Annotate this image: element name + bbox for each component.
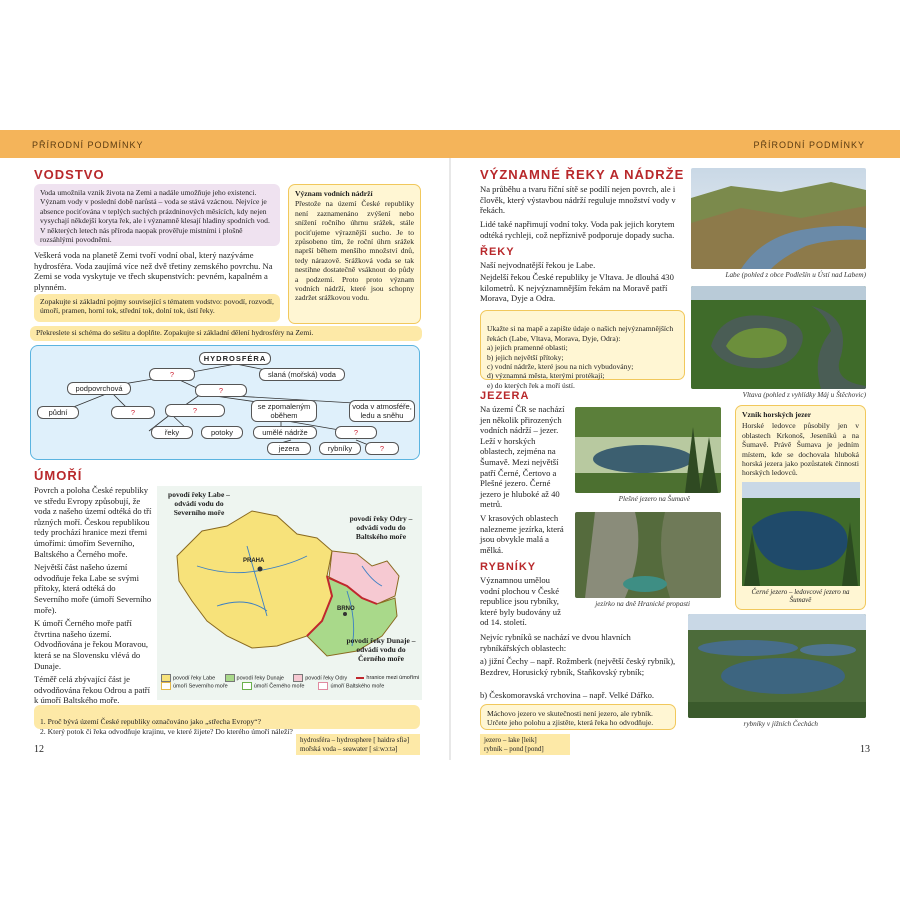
chapter-header-right: PŘÍRODNÍ PODMÍNKY bbox=[753, 140, 865, 150]
vocab-hydrosfera: hydrosféra – hydrosphere [ haidrə sfiə] bbox=[300, 736, 410, 744]
legend-item-black-sea: úmoří Černého moře bbox=[242, 682, 305, 690]
task-box-2 bbox=[30, 326, 422, 341]
paragraph-straightening: Lidé také napřimují vodní toky. Voda pak jejich korytem odtéká rychleji, což nepříznivě podporuje dopady sucha. bbox=[480, 219, 675, 240]
caption-plesne: Plešné jezero na Šumavě bbox=[618, 495, 690, 503]
reservoir-info-text: Přestože na území České republiky není zaznamenáno zvýšení nebo snížení ročního úhrnu srážek, stále pociťujeme výraznější sucho. Je to způsobeno tím, že roční úhrn srážek naprší během menšího množství dnů, tedy nárazově. Srážková voda se tak nestihne dostatečně vsáknout do půdy a podzemí. Proto proto význam vodních nádrží, které jsou schopny zadržet srážkovou vodu. bbox=[295, 199, 414, 303]
paragraph-pond-regions: Nejvíc rybníků se nachází ve dvou hlavních rybníkářských oblastech: bbox=[480, 632, 631, 653]
questions-box bbox=[34, 705, 420, 736]
subtitle-reky: ŘEKY bbox=[480, 246, 515, 258]
node-blank-4: ? bbox=[165, 404, 225, 417]
map-label-odra-basin: povodí řeky Odry – odvádí vodu do Baltského moře bbox=[349, 514, 413, 541]
node-slow-cycle: se zpomaleným oběhem bbox=[251, 400, 317, 422]
paragraph-vysocina: b) Českomoravská vrchovina – např. Velké Dářko. bbox=[480, 690, 655, 700]
drainage-basin-map bbox=[157, 486, 422, 700]
node-rivers: řeky bbox=[151, 426, 193, 439]
lakes-text-column bbox=[480, 404, 568, 555]
photo-vltava-meander bbox=[691, 286, 866, 389]
legend-item-dunaj: povodí řeky Dunaje bbox=[225, 674, 284, 682]
node-blank-2: ? bbox=[195, 384, 247, 397]
glacial-lakes-title: Vznik horských jezer bbox=[742, 410, 812, 419]
umori-paragraph-1: Povrch a poloha České republiky ve středu Evropy způsobují, že voda z našeho území odtéká do tří různých moří. Českou republikou tedy prochází hranice mezi třemi úmořími: úmořím Severního, Baltského a Černého moře. bbox=[34, 485, 152, 559]
umori-text-column bbox=[34, 485, 152, 706]
hydrosphere-diagram bbox=[30, 345, 420, 460]
photo-cerne-lake bbox=[742, 482, 860, 586]
glacial-lakes-text: Horské ledovce působily jen v oblastech Krkonoš, Jeseníků a na Šumavě. Právě Šumava je jedním místem, kde se dochovala hluboká horská jezera jako pozůstatek činnosti horských ledovců. bbox=[742, 421, 859, 478]
subtitle-rybniky: RYBNÍKY bbox=[480, 561, 537, 573]
node-blank-6: ? bbox=[365, 442, 399, 455]
macha-task-box bbox=[480, 704, 676, 730]
section-title-reky-nadrze: VÝZNAMNÉ ŘEKY A NÁDRŽE bbox=[480, 167, 685, 182]
chapter-header-band bbox=[0, 130, 900, 158]
photo-hranice-abyss bbox=[575, 512, 721, 598]
node-lakes: jezera bbox=[267, 442, 311, 455]
paragraph-labe: Naší nejvodnatější řekou je Labe. bbox=[480, 260, 596, 270]
reservoir-info-box bbox=[288, 184, 421, 324]
paragraph-south-bohemia: a) jižní Čechy – např. Rožmberk (největší český rybník), Bezdrev, Horusický rybník, Staňkovský rybník; bbox=[480, 656, 676, 677]
node-salt-water: slaná (mořská) voda bbox=[259, 368, 345, 381]
node-underground: podpovrchová bbox=[67, 382, 131, 395]
map-label-brno: BRNO bbox=[337, 606, 355, 612]
node-soil-water: půdní bbox=[37, 406, 79, 419]
umori-paragraph-4: Téměř celá zbývající část je odvodňována řekou Odrou a patří k úmoří Baltského moře. bbox=[34, 674, 150, 706]
vocab-morska-voda: mořská voda – seawater [ siːwɔːtə] bbox=[300, 744, 398, 753]
intro-text: Voda umožnila vznik života na Zemi a nadále umožňuje jeho existenci. Význam vody v poslední době narůstá – voda se stává vzácnou. Nejvíce je absence pociťována v teplých suchých prázdninových měsících, kdy nejen vysychají někdejší koryta řek, ale i významně klesají hladiny spodních vod. V některých letech nás příroda naopak prověřuje mistními i plošně rozsáhlými povodněmi. bbox=[40, 188, 270, 245]
page-number-right: 13 bbox=[860, 744, 870, 755]
legend-item-border: hranice mezi úmořími bbox=[356, 674, 419, 682]
glacial-lakes-box bbox=[735, 405, 866, 610]
node-atmosphere-water: voda v atmosféře, ledu a sněhu bbox=[349, 400, 415, 422]
node-hydrosfera: HYDROSFÉRA bbox=[199, 352, 271, 365]
questions-text: 1. Proč bývá území České republiky označováno jako „střecha Evropy“? 2. Který potok či řeka odvodňuje krajinu, ve které žijete? Do kterého úmoří náleží? bbox=[40, 717, 293, 736]
paragraph-karst-lakes: V krasových oblastech nalezneme jezírka, která jsou obvykle malá a mělká. bbox=[480, 512, 564, 555]
rivers-task-text: Ukažte si na mapě a zapište údaje o našich nejvýznamnějších řekách (Labe, Vltava, Morava, Dyje, Odra): a) jejich pramenné oblasti; b) jejich největší přítoky; c) vodní nádrže, které jsou na nich vybudovány; d) významná města, kterými protékají; e) do kterých řek a moří ústí. bbox=[487, 324, 674, 390]
chapter-header-left: PŘÍRODNÍ PODMÍNKY bbox=[32, 140, 144, 150]
node-blank-1: ? bbox=[149, 368, 195, 381]
page-number-left: 12 bbox=[34, 744, 44, 755]
paragraph-river-network: Na průběhu a tvaru říční sítě se podílí nejen povrch, ale i člověk, který výstavbou nádrží reguluje množství vody v řekách. bbox=[480, 184, 676, 216]
map-legend bbox=[161, 674, 419, 691]
vocab-rybnik: rybník – pond [pond] bbox=[484, 744, 544, 753]
paragraph-hydrosfera: Veškerá voda na planetě Zemi tvoří vodní obal, který nazýváme hydrosféra. Voda zaujímá více než dvě třetiny zemského povrchu. Na Zemi se voda vyskytuje ve třech skupenstvích: pevném, kapalném a plynném. bbox=[34, 250, 273, 292]
rivers-task-box bbox=[480, 310, 685, 390]
node-streams: potoky bbox=[201, 426, 243, 439]
page-fold bbox=[449, 158, 451, 760]
caption-rybniky: rybníky v jižních Čechách bbox=[743, 720, 818, 728]
map-label-dunaj-basin: povodí řeky Dunaje – odvádí vodu do Černého moře bbox=[346, 636, 416, 663]
node-blank-5: ? bbox=[335, 426, 377, 439]
photo-south-bohemia-ponds bbox=[688, 614, 866, 718]
caption-vltava: Vltava (pohled z vyhlídky Máj u Štěchovic) bbox=[742, 391, 866, 399]
vocabulary-box-right bbox=[480, 734, 570, 755]
caption-hranice: jezírko na dně Hranické propasti bbox=[595, 600, 690, 608]
vocab-jezero: jezero – lake [leik] bbox=[484, 736, 537, 744]
reservoir-info-title: Význam vodních nádrží bbox=[295, 189, 373, 198]
photo-plesne-lake bbox=[575, 407, 721, 493]
caption-cerne: Černé jezero – ledovcové jezero na Šumavě bbox=[751, 587, 850, 604]
paragraph-vltava: Nejdelší řekou České republiky je Vltava. Je dlouhá 430 kilometrů. K nejvýznamnějším řekám na Moravě patří Morava, Dyje a Odra. bbox=[480, 272, 674, 304]
caption-labe: Labe (pohled z obce Podlešín u Ústí nad Labem) bbox=[725, 271, 866, 279]
vocabulary-box-left bbox=[296, 734, 420, 755]
legend-item-baltic-sea: úmoří Baltského moře bbox=[318, 682, 384, 690]
node-ponds: rybníky bbox=[319, 442, 361, 455]
map-label-labe-basin: povodí řeky Labe – odvádí vodu do Severního moře bbox=[168, 490, 230, 517]
node-blank-3: ? bbox=[111, 406, 155, 419]
subtitle-jezera: JEZERA bbox=[480, 390, 530, 402]
paragraph-lakes: Na území ČR se nachází jen několik přirozených vodních nádrží – jezer. Leží v horských oblastech, zejména na Šumavě. Mezi největší patří Černé, Čertovo a Plešné jezero. Černé jezero je hluboké až 40 metrů. bbox=[480, 404, 565, 510]
section-title-umori: ÚMOŘÍ bbox=[34, 468, 83, 483]
task-1-text: Zopakujte si základní pojmy související s tématem vodstvo: povodí, rozvodí, úmoří, pramen, horní tok, střední tok, dolní tok, ústí řeky. bbox=[40, 297, 274, 316]
photo-labe-valley bbox=[691, 168, 866, 269]
map-label-praha: PRAHA bbox=[243, 558, 265, 564]
legend-item-odra: povodí řeky Odry bbox=[293, 674, 347, 682]
task-2-text: Překreslete si schéma do sešitu a doplňte. Zopakujte si základní dělení hydrosféry na Zemi. bbox=[36, 328, 314, 337]
legend-item-labe: povodí řeky Labe bbox=[161, 674, 215, 682]
intro-box bbox=[34, 184, 280, 246]
legend-item-north-sea: úmoří Severního moře bbox=[161, 682, 228, 690]
umori-paragraph-3: K úmoří Černého moře patří čtvrtina našeho území. Odvodňována je řekou Moravou, která se na Slovensku vlévá do Dunaje. bbox=[34, 618, 149, 671]
section-title-vodstvo: VODSTVO bbox=[34, 167, 105, 182]
paragraph-ponds: Významnou umělou vodní plochou v České republice jsou rybníky, které byly budovány už od 14. století. bbox=[480, 575, 561, 628]
macha-task-text: Máchovo jezero ve skutečnosti není jezero, ale rybník. Určete jeho polohu a zjistěte, která řeka ho odvodňuje. bbox=[487, 709, 654, 728]
umori-paragraph-2: Největší část našeho území odvodňuje řeka Labe se svými přítoky, která odtéká do Severního moře (úmoří Severního moře). bbox=[34, 562, 152, 615]
task-box-1 bbox=[34, 294, 280, 322]
node-reservoirs: umělé nádrže bbox=[253, 426, 317, 439]
